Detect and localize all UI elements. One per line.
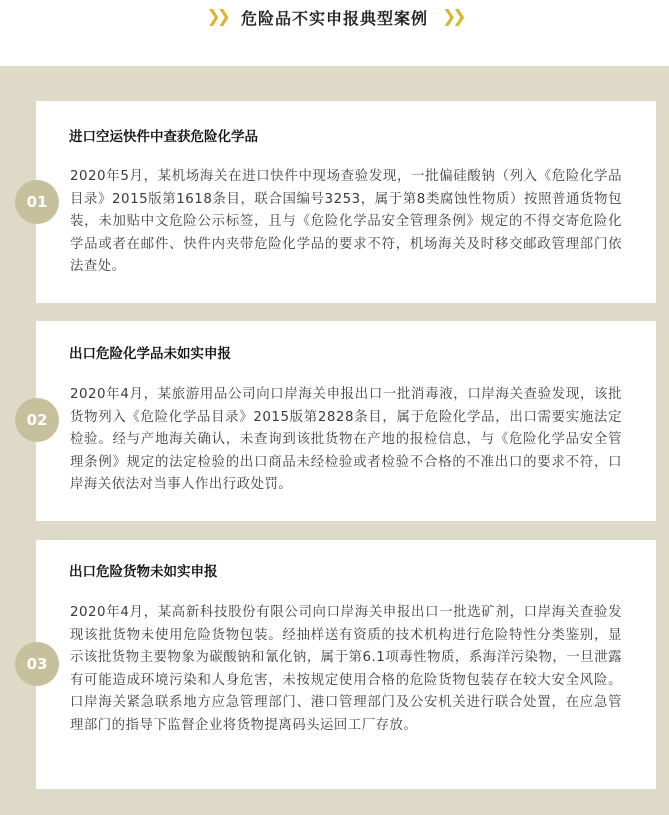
case-title: 出口危险化学品未如实申报 [69, 346, 231, 362]
case-number-badge: 01 [15, 180, 59, 224]
header [0, 0, 669, 66]
case-title: 进口空运快件中查获危险化学品 [69, 129, 258, 145]
page-title: 危险品不实申报典型案例 [240, 8, 428, 28]
case-body: 2020年5月，某机场海关在进口快件中现场查验发现，一批偏硅酸钠（列入《危险化学品目录》2015版第1618条目，联合国编号3253，属于第8类腐蚀性物质）按照普通货物包装，未加贴中文危险公示标签，且与《危险化学品安全管理条例》规定的不得交寄危险化学品或者在邮件、快件内夹带危险化学品的要求不符，机场海关及时移交邮政管理部门依法查处。 [70, 169, 622, 275]
case-number-badge: 03 [15, 642, 59, 686]
case-body: 2020年4月，某高新科技股份有限公司向口岸海关申报出口一批选矿剂，口岸海关查验发现该批货物未使用危险货物包装。经抽样送有资质的技术机构进行危险特性分类鉴别，显示该批货物主要物象为碳酸钠和氰化钠，属于第6.1项毒性物质，系海洋污染物，一旦泄露有可能造成环境污染和人身危害，未按规定使用合格的危险货物包装存在较大安全风险。口岸海关紧急联系地方应急管理部门、港口管理部门及公安机关进行联合处置，在应急管理部门的指导下监督企业将货物提离码头运回工厂存放。 [70, 605, 622, 733]
case-body: 2020年4月，某旅游用品公司向口岸海关申报出口一批消毒液，口岸海关查验发现，该批货物列入《危险化学品目录》2015版第2828条目，属于危险化学品，出口需要实施法定检验。经与产地海关确认，未查询到该批货物在产地的报检信息，与《危险化学品安全管理条例》规定的法定检验的出口商品未经检验或者检验不合格的不准出口的要求不符，口岸海关依法对当事人作出行政处罚。 [70, 387, 622, 493]
double-chevron-right-icon: ❯❯ [442, 6, 463, 27]
case-card [36, 321, 656, 521]
double-chevron-right-icon: ❯❯ [206, 6, 227, 27]
case-card [36, 101, 656, 303]
case-card [36, 540, 656, 789]
case-title: 出口危险货物未如实申报 [69, 564, 218, 580]
case-number-badge: 02 [15, 398, 59, 442]
title-row [0, 4, 669, 30]
